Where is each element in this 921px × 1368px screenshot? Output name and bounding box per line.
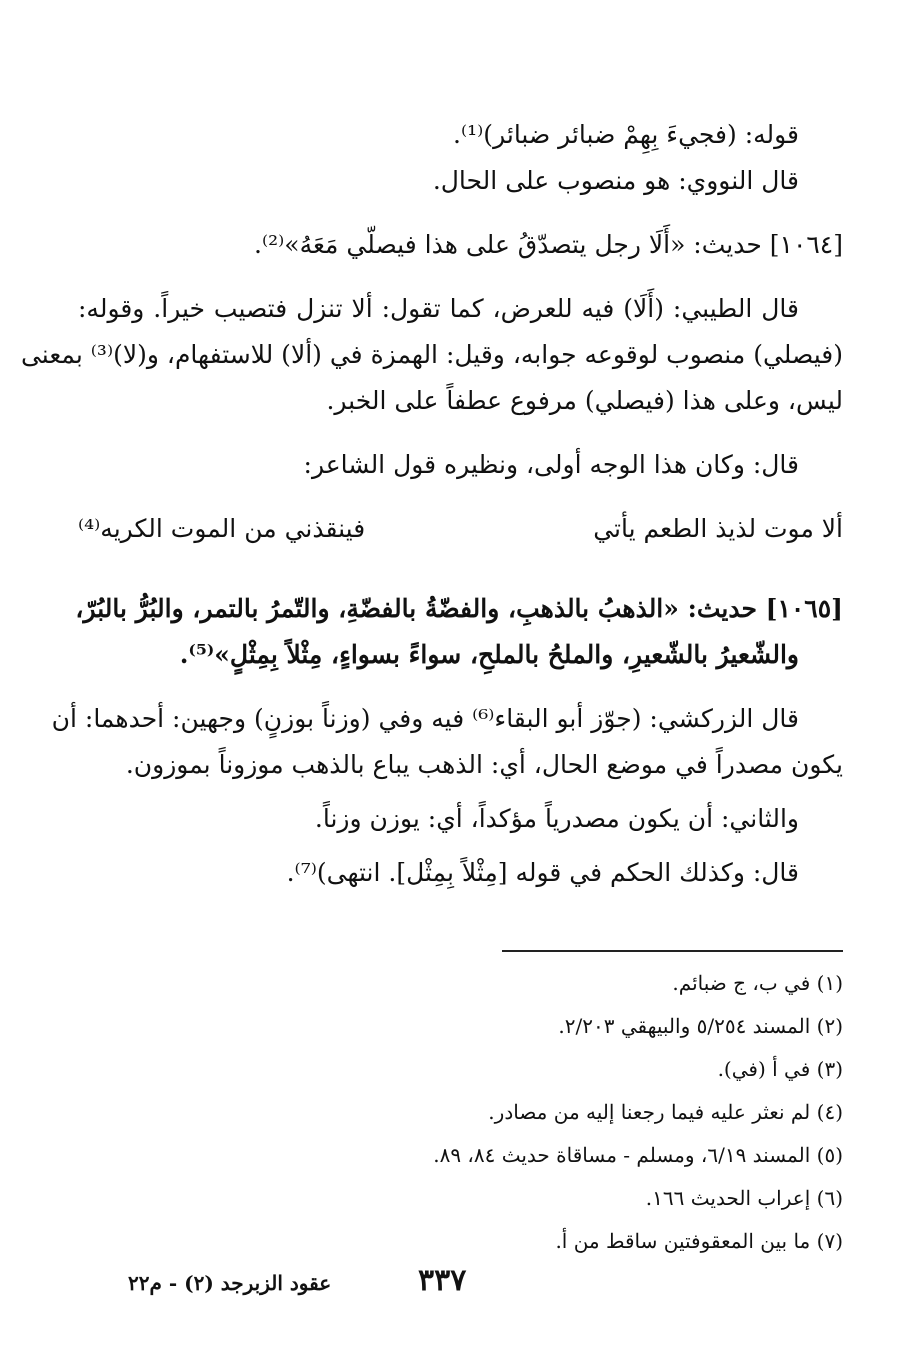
body-line-second: والثاني: أن يكون مصدرياً مؤكداً، أي: يوزن وزناً. [314,804,799,833]
body-line-zarkashi-2: يكون مصدراً في موضع الحال، أي: الذهب يباع بالذهب موزوناً بموزون. [125,750,843,779]
footnote-4: (٤) لم نعثر عليه فيما رجعنا إليه من مصادر. [488,1100,843,1124]
verse-first-hemistich: ألا موت لذيذ الطعم يأتي [593,514,843,543]
footnote-1: (١) في ب، ج ضبائم. [672,971,843,995]
page-footer [78,1263,843,1303]
body-line-tibi-3: ليس، وعلى هذا (فيصلي) مرفوع عطفاً على الخبر. [326,386,843,415]
hadith-1065-continuation: والشّعيرُ بالشّعيرِ، والملحُ بالملحِ، سواءً بسواءٍ، مِثْلاً بِمِثْلٍ»⁽⁵⁾. [179,640,799,669]
hadith-1065-heading: [١٠٦٥] حديث: «الذهبُ بالذهبِ، والفضّةُ بالفضّةِ، والتّمرُ بالتمر، والبُرُّ بالبُرّ، [75,594,843,623]
body-line-zarkashi: قال الزركشي: (جوّز أبو البقاء⁽⁶⁾ فيه وفي (وزناً بوزنٍ) وجهين: أحدهما: أن [51,704,799,733]
footnote-3: (٣) في أ (في). [717,1057,843,1081]
hadith-1064-heading: [١٠٦٤] حديث: «أَلَا رجل يتصدّقُ على هذا فيصلّي مَعَهُ»⁽²⁾. [254,230,843,259]
body-line-tibi-2: (فيصلي) منصوب لوقوعه جوابه، وقيل: الهمزة في (ألا) للاستفهام، و(لا)⁽³⁾ بمعنى [20,340,843,369]
body-line-2: قال النووي: هو منصوب على الحال. [432,166,799,195]
footnote-6: (٦) إعراب الحديث ١٦٦. [645,1186,843,1210]
body-line-qala: قال: وكذلك الحكم في قوله [مِثْلاً بِمِثْل]. انتهى)⁽⁷⁾. [286,858,799,887]
poetry-verse [78,506,843,552]
body-line-shaer: قال: وكان هذا الوجه أولى، ونظيره قول الشاعر: [303,450,799,479]
verse-second-hemistich: فينقذني من الموت الكريه⁽⁴⁾ [78,514,366,543]
body-line-1: قوله: (فجيءَ بِهِمْ ضبائر ضبائر)⁽¹⁾. [453,120,799,149]
body-line-tibi: قال الطيبي: (أَلَا) فيه للعرض، كما تقول: ألا تنزل فتصيب خيراً. وقوله: [78,294,799,323]
footnote-2: (٢) المسند ٥/٢٥٤ والبيهقي ٢/٢٠٣. [558,1014,843,1038]
book-title: عقود الزبرجد (٢) - م٢٢ [128,1271,332,1295]
footnote-separator [502,950,843,952]
page-number: ٣٣٧ [418,1263,467,1298]
footnote-5: (٥) المسند ٦/١٩، ومسلم - مساقاة حديث ٨٤، ٨٩. [433,1143,843,1167]
footnote-7: (٧) ما بين المعقوفتين ساقط من أ. [555,1229,843,1253]
footnotes [78,962,843,1263]
